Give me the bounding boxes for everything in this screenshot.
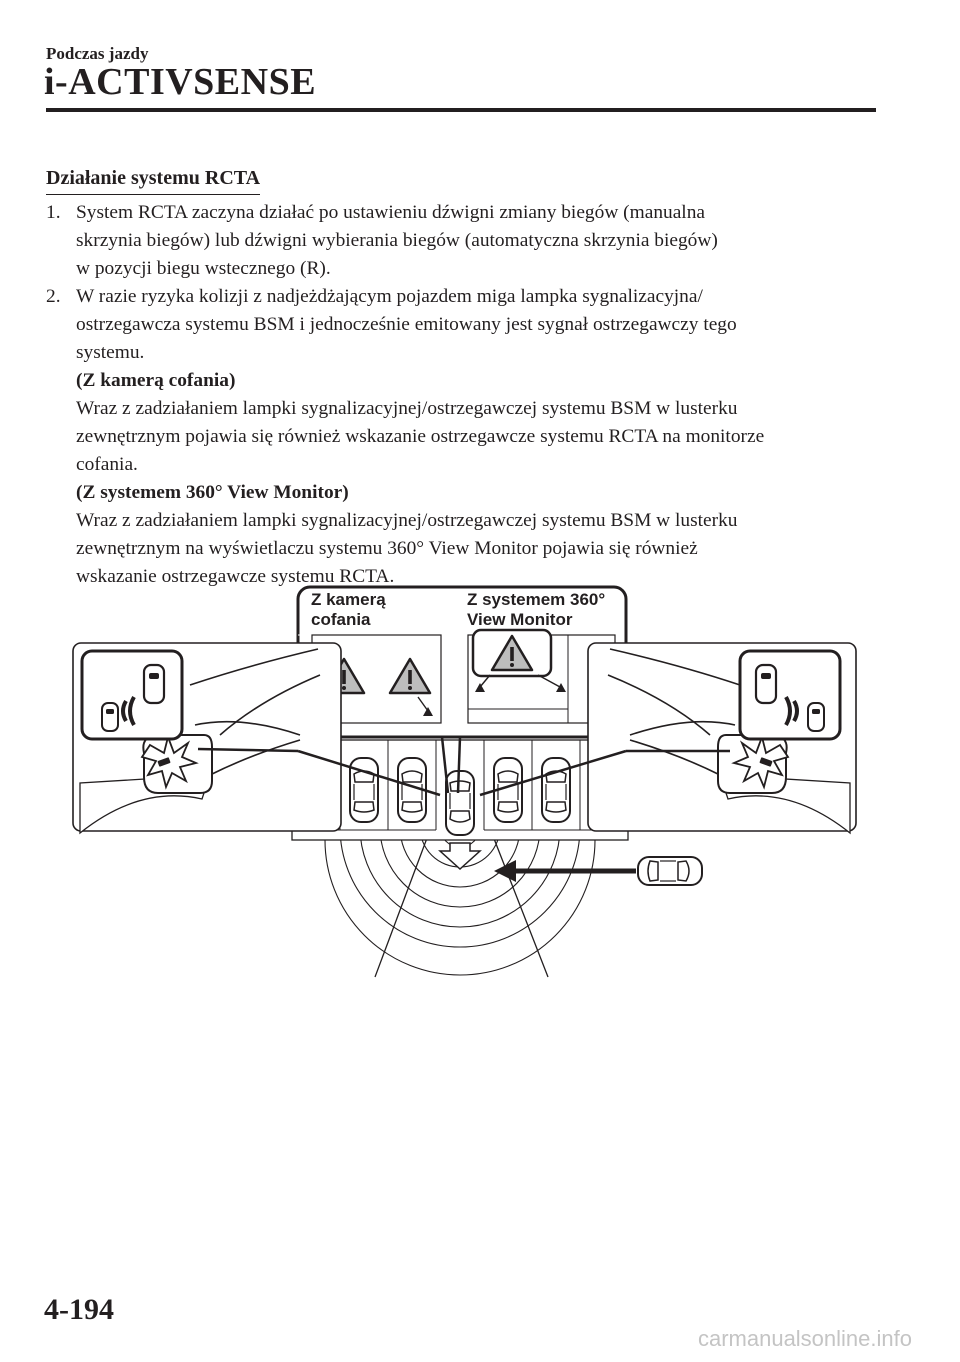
- approach-arrow: [494, 860, 636, 882]
- view-monitor-subheading: (Z systemem 360° View Monitor): [76, 482, 349, 503]
- step-line: ostrzegawcza systemu BSM i jednocześnie emitowany jest sygnał ostrzegawczy tego: [76, 314, 737, 335]
- step-line: cofania.: [76, 454, 138, 475]
- step-line: systemu.: [76, 342, 145, 363]
- step-2: [46, 283, 886, 591]
- step-number: 1.: [46, 202, 61, 223]
- step-body: [76, 283, 886, 591]
- step-line: skrzynia biegów) lub dźwigni wybierania biegów (automatyczna skrzynia biegów): [76, 230, 718, 251]
- watermark: carmanualsonline.info: [697, 1326, 912, 1351]
- header-rule: [46, 108, 876, 112]
- step-line: zewnętrznym na wyświetlaczu systemu 360° View Monitor pojawia się również: [76, 538, 698, 559]
- step-line: Wraz z zadziałaniem lampki sygnalizacyjnej/ostrzegawczej systemu BSM w lusterku: [76, 510, 738, 531]
- rear-camera-subheading: (Z kamerą cofania): [76, 370, 236, 391]
- step-body: [76, 199, 886, 283]
- rcta-illustration: [70, 585, 860, 985]
- subheading: Działanie systemu RCTA: [46, 167, 260, 195]
- chapter-title: i-ACTIVSENSE: [44, 61, 317, 103]
- approaching-car: [638, 857, 702, 885]
- left-bsm-indicator-icon: [82, 651, 182, 739]
- step-1: [46, 199, 886, 283]
- view-monitor-label-line2: View Monitor: [467, 610, 573, 629]
- step-line: W razie ryzyka kolizji z nadjeżdżającym pojazdem miga lampka sygnalizacyjna/: [76, 286, 703, 307]
- page-number: 4-194: [44, 1293, 114, 1326]
- step-line: Wraz z zadziałaniem lampki sygnalizacyjnej/ostrzegawczej systemu BSM w lusterku: [76, 398, 738, 419]
- step-line: w pozycji biegu wstecznego (R).: [76, 258, 331, 279]
- camera-label-line1: Z kamerą: [311, 590, 386, 609]
- camera-label-line2: cofania: [311, 610, 371, 629]
- step-line: System RCTA zaczyna działać po ustawieniu dźwigni zmiany biegów (manualna: [76, 202, 706, 223]
- view-monitor-label-line1: Z systemem 360°: [467, 590, 606, 609]
- right-bsm-indicator-icon: [740, 651, 840, 739]
- section-label: Podczas jazdy: [46, 44, 149, 63]
- step-number: 2.: [46, 286, 61, 307]
- view-monitor-warning-icon: [473, 630, 551, 676]
- step-line: wskazanie ostrzegawcze systemu RCTA.: [76, 566, 395, 587]
- step-line: zewnętrznym pojawia się również wskazanie ostrzegawcze systemu RCTA na monitorze: [76, 426, 765, 447]
- reversing-car: [446, 771, 474, 835]
- steps-list: [46, 199, 886, 591]
